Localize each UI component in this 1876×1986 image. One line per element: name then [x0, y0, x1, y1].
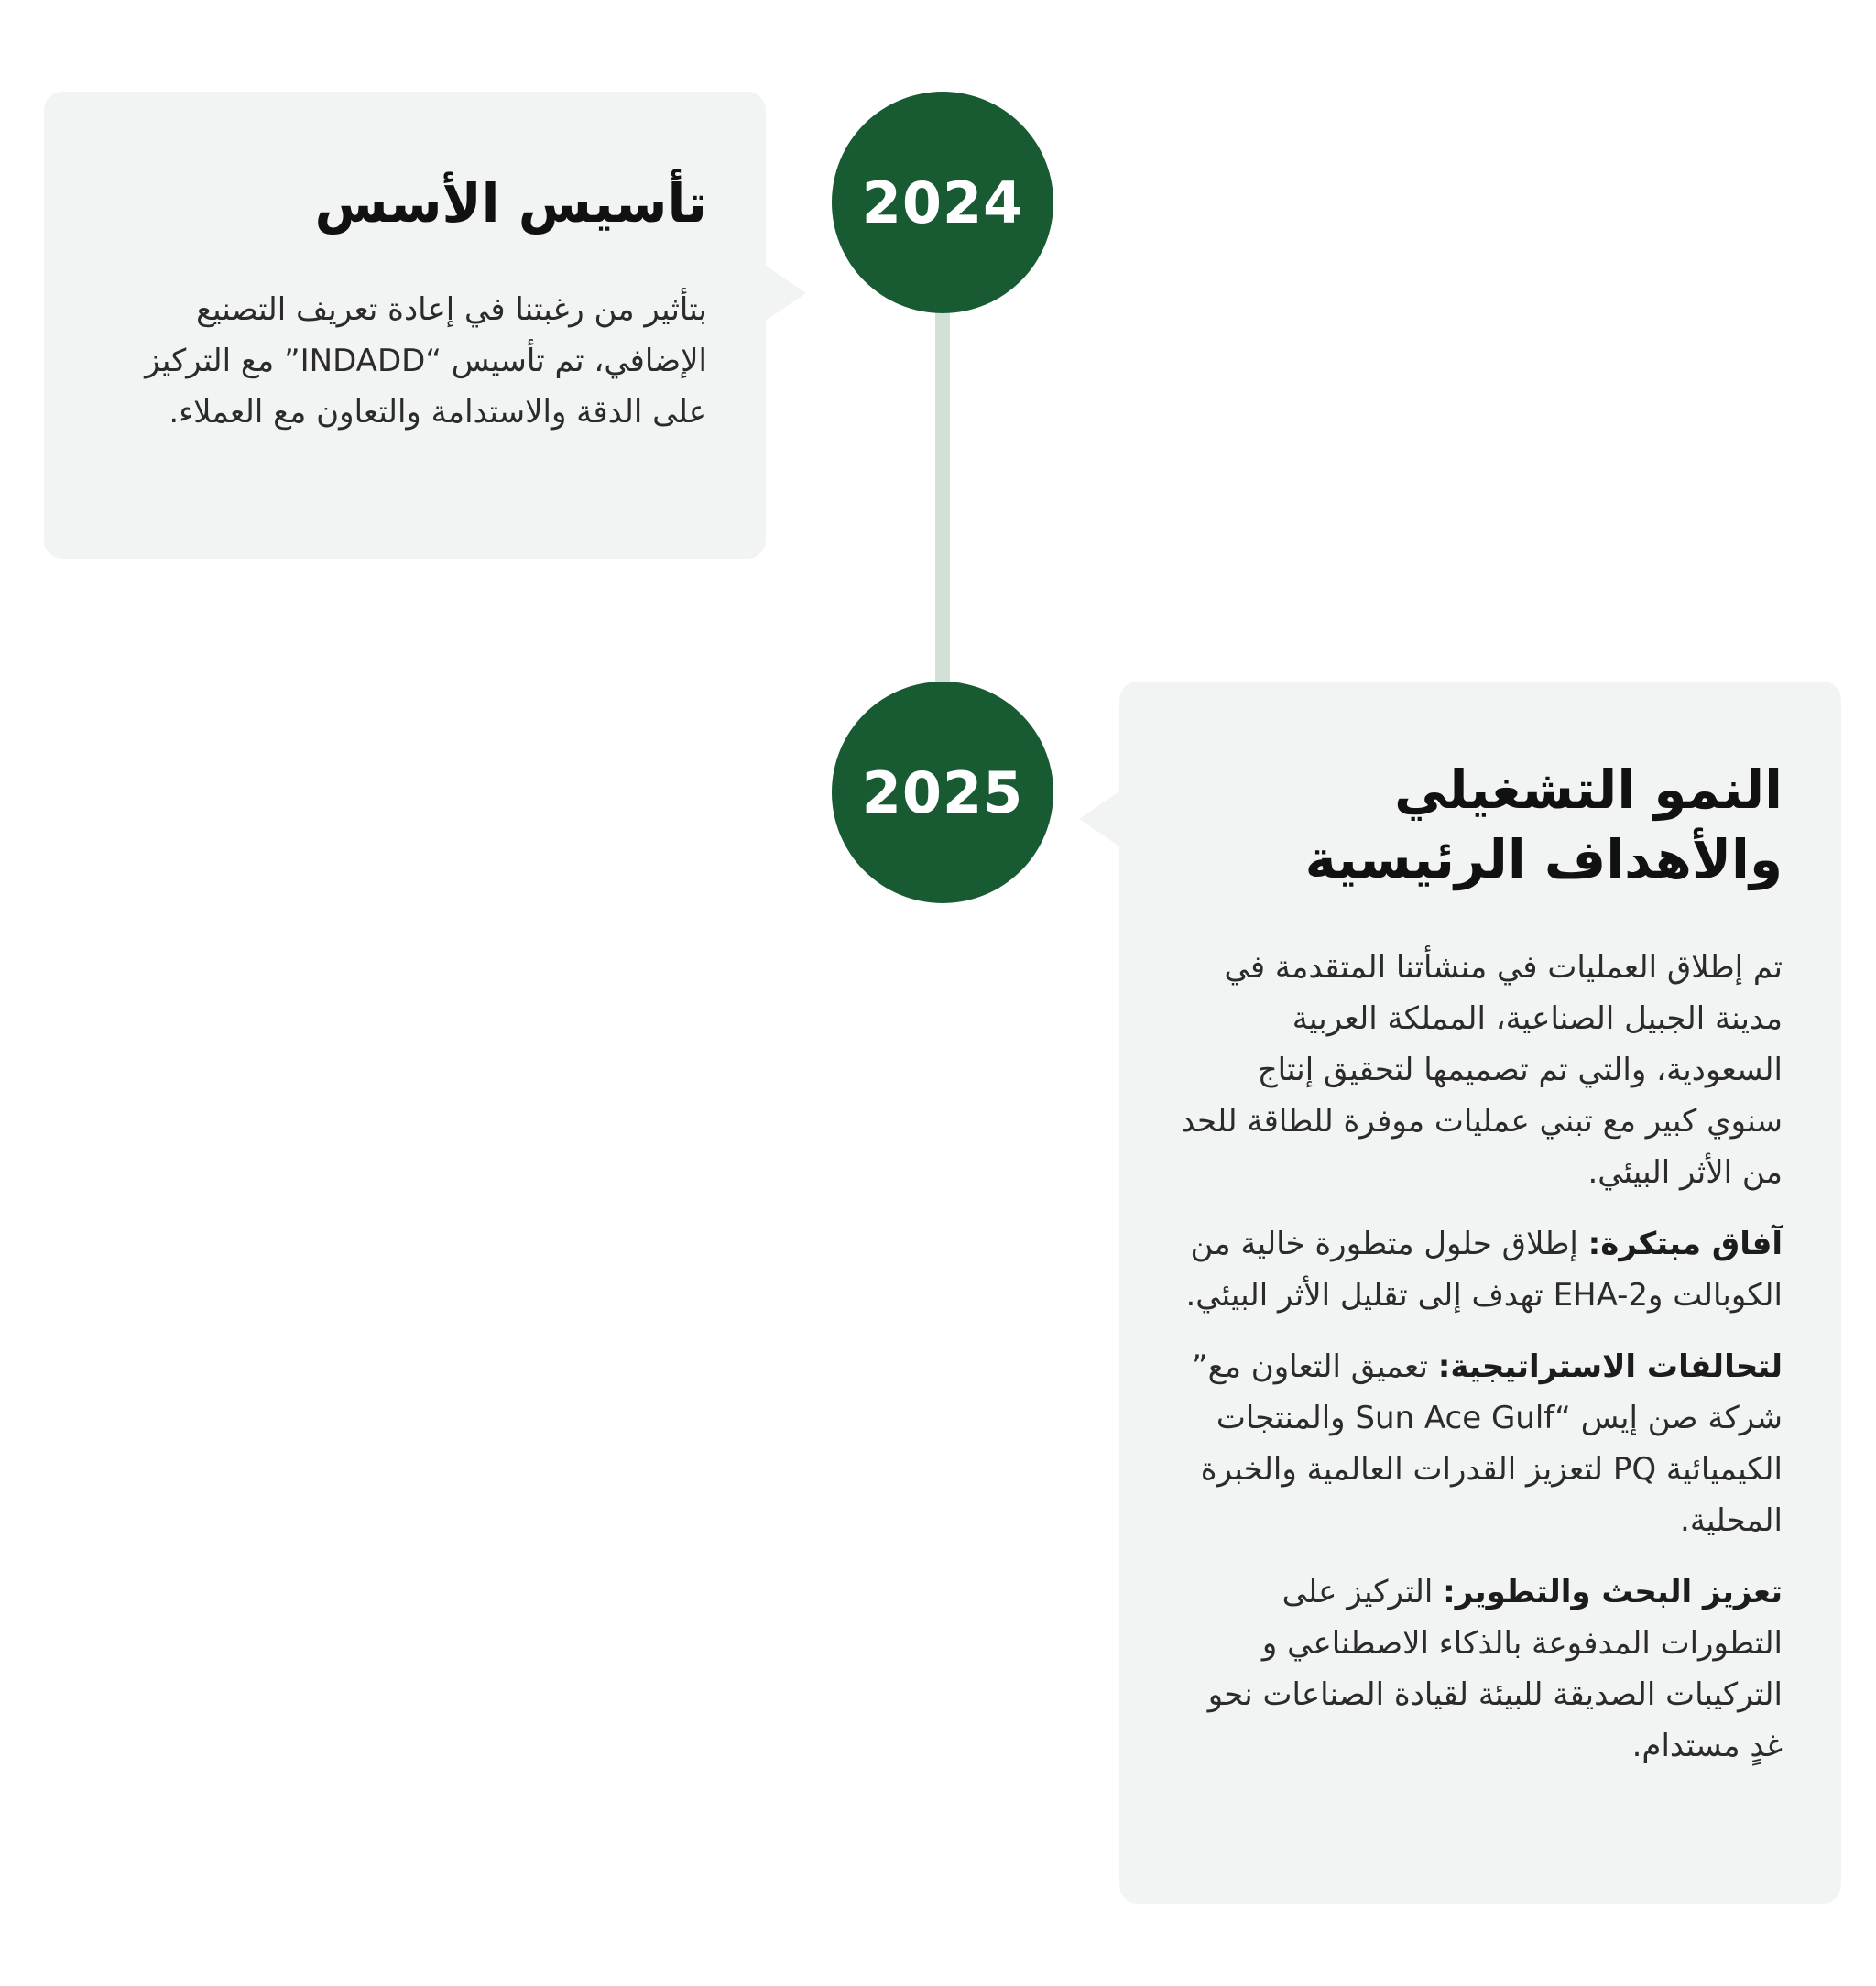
milestone-point	[1178, 1341, 1783, 1546]
milestone-point-label: تعزيز البحث والتطوير:	[1443, 1574, 1783, 1610]
milestone-point-label: آفاق مبتكرة:	[1587, 1226, 1783, 1262]
year-badge-2025: 2025	[832, 682, 1053, 903]
milestone-title: تأسيس الأسس	[314, 172, 707, 235]
milestone-description: بتأثير من رغبتنا في إعادة تعريف التصنيع الإضافي، تم تأسيس “INDADD” مع التركيز على الدقة والاستدامة والتعاون مع العملاء.	[145, 291, 707, 431]
milestone-point	[1178, 1566, 1783, 1772]
milestone-point-text: تعميق التعاون مع” شركة صن إيس “Sun Ace Gulf والمنتجات الكيميائية PQ لتعزيز القدرات العالمية والخبرة المحلية.	[1192, 1348, 1783, 1539]
milestone-point-text: إطلاق حلول متطورة خالية من الكوبالت وEHA-2 تهدف إلى تقليل الأثر البيئي.	[1185, 1226, 1783, 1314]
milestone-point-text: التركيز على التطورات المدفوعة بالذكاء الاصطناعي و التركيبات الصديقة للبيئة لقيادة الصناعات نحو غدٍ مستدام.	[1207, 1574, 1783, 1764]
milestone-title-line-1: النمو التشغيلي	[1394, 758, 1783, 821]
card-pointer	[766, 266, 806, 321]
card-pointer	[1079, 791, 1119, 846]
milestone-card-2025	[1119, 682, 1841, 1904]
milestone-point-label: لتحالفات الاستراتيجية:	[1437, 1348, 1783, 1385]
milestone-point	[1178, 1218, 1783, 1321]
milestone-card-2024	[44, 92, 766, 559]
year-badge-2024: 2024	[832, 92, 1053, 313]
milestone-intro: تم إطلاق العمليات في منشأتنا المتقدمة في مدينة الجبيل الصناعية، المملكة العربية السعودية، والتي تم تصميمها لتحقيق إنتاج سنوي كبير مع تبني عمليات موفرة للطاقة للحد من الأثر البيئي.	[1181, 949, 1783, 1191]
milestone-title	[1178, 755, 1783, 894]
milestone-title-line-2: والأهداف الرئيسية	[1304, 828, 1783, 890]
timeline-connector-line	[935, 266, 950, 696]
